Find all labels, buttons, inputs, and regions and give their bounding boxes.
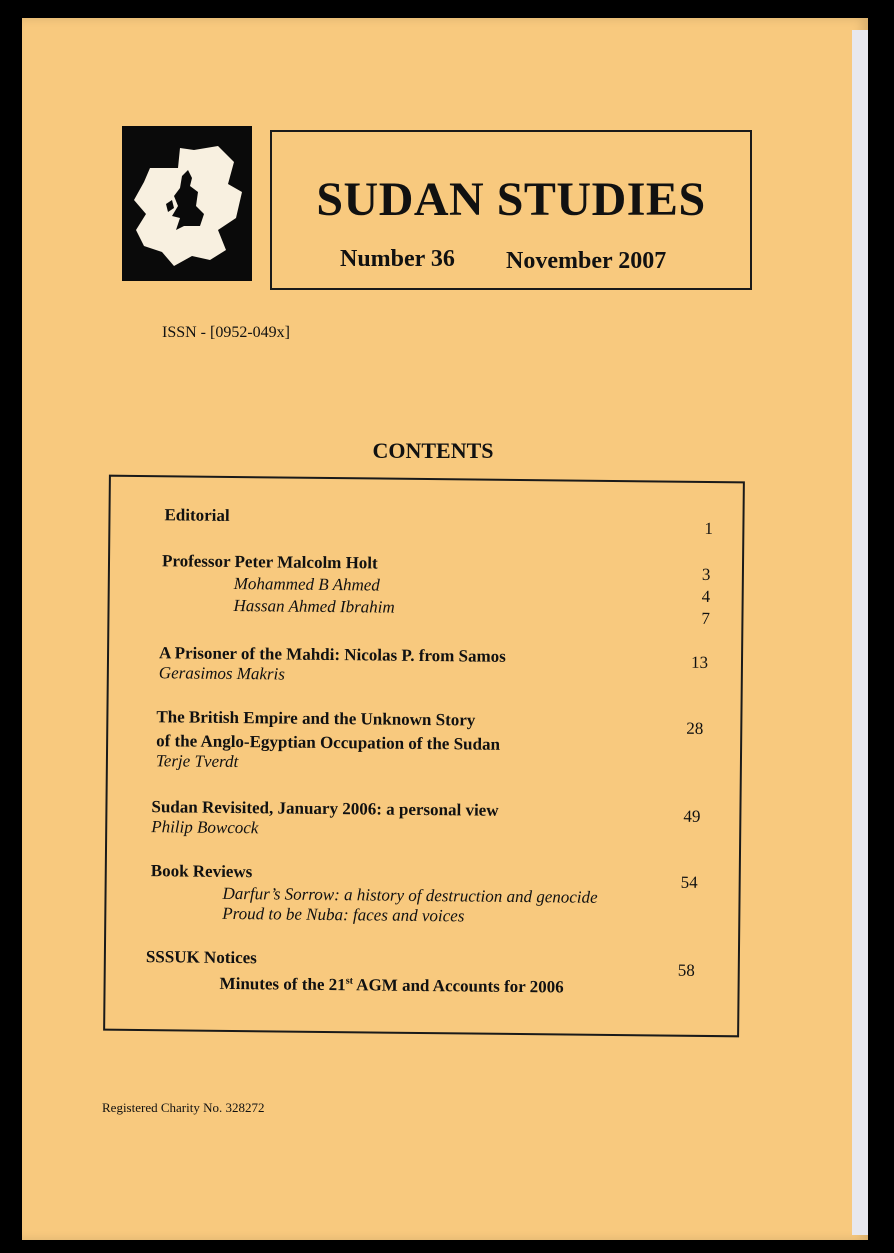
toc-entry-title: Editorial [164, 505, 230, 525]
issue-date: November 2007 [506, 248, 667, 274]
journal-cover [22, 18, 868, 1240]
toc-entry-title: of the Anglo-Egyptian Occupation of the Sudan [156, 731, 501, 754]
charity-number: Registered Charity No. 328272 [102, 1100, 265, 1115]
toc-review-item: Proud to be Nuba: faces and voices [222, 903, 465, 926]
toc-page-number: 49 [683, 806, 701, 826]
toc-author: Mohammed B Ahmed [233, 573, 380, 595]
title-panel [270, 130, 752, 290]
contents-heading: CONTENTS [372, 438, 494, 463]
sudan-uk-map-icon [122, 126, 252, 281]
toc-author: Hassan Ahmed Ibrahim [233, 595, 395, 617]
toc-page-number: 13 [690, 652, 709, 672]
toc-subentry: Minutes of the 21st AGM and Accounts for 2006 [219, 973, 564, 997]
toc-entry-title: A Prisoner of the Mahdi: Nicolas P. from Samos [158, 643, 506, 666]
toc-page-number: 4 [701, 586, 711, 606]
toc-page-number: 54 [680, 872, 698, 892]
toc-author: Gerasimos Makris [158, 663, 286, 684]
toc-page-number: 1 [704, 518, 713, 539]
toc-author: Philip Bowcock [151, 817, 259, 838]
toc-page-number: 3 [701, 564, 711, 584]
toc-page-number: 28 [686, 718, 704, 738]
toc-page-number: 58 [677, 960, 695, 980]
journal-title: SUDAN STUDIES [316, 173, 706, 226]
page-edge [852, 30, 868, 1235]
toc-review-item: Darfur’s Sorrow: a history of destruction and genocide [222, 883, 598, 907]
toc-author: Terje Tverdt [155, 751, 239, 772]
toc-entry-title: The British Empire and the Unknown Story [156, 707, 476, 730]
toc-entry-title: Professor Peter Malcolm Holt [161, 551, 378, 573]
toc-entry-title: SSSUK Notices [145, 947, 257, 968]
issn: ISSN - [0952-049x] [162, 324, 290, 341]
issue-number: Number 36 [340, 246, 455, 272]
toc-page-number: 7 [701, 608, 711, 628]
table-of-contents [103, 475, 745, 1038]
toc-entry-title: Book Reviews [150, 861, 253, 882]
toc-entry-title: Sudan Revisited, January 2006: a personal view [151, 797, 499, 820]
